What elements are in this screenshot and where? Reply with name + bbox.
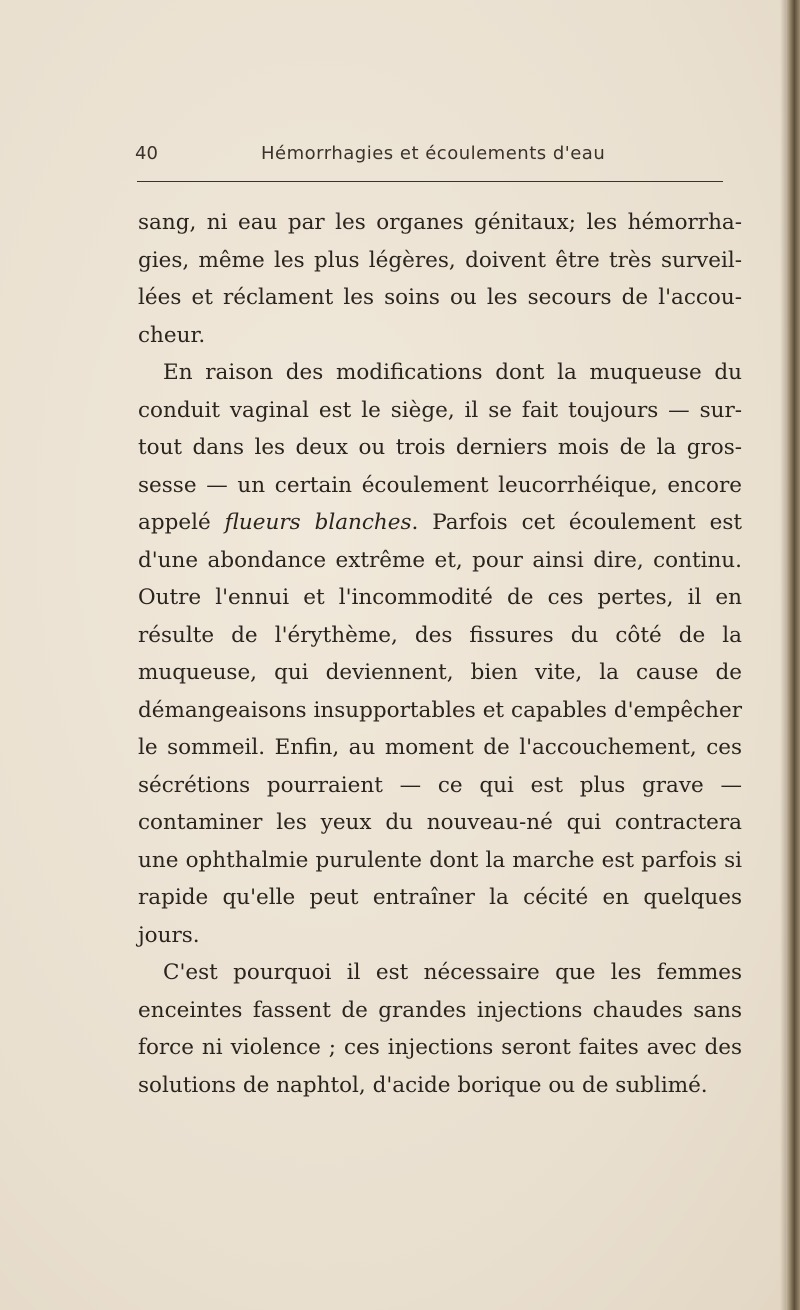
page-edge bbox=[786, 0, 800, 1310]
paragraph-2 bbox=[138, 354, 742, 954]
paragraph-2-italic: flueurs blanches bbox=[224, 510, 412, 535]
paragraph-2-start: En raison des modifications dont la muqueuse du conduit vaginal est le siège, il se fait toujours — sur-tout dans les deux ou trois derniers mois de la gros-sesse — un certain écoulement leucorrhéique, encore appelé bbox=[138, 360, 742, 535]
paragraph-1: sang, ni eau par les organes génitaux; les hémorrha-gies, même les plus légères, doivent être très surveil-lées et réclament les soins ou les secours de l'accou-cheur. bbox=[138, 210, 742, 348]
page-number: 40 bbox=[135, 143, 158, 164]
header-rule bbox=[137, 181, 723, 182]
body-text bbox=[138, 204, 742, 1104]
paragraph-3: C'est pourquoi il est nécessaire que les femmes enceintes fassent de grandes injections chaudes sans force ni violence ; ces injections seront faites avec des solutions de naphtol, d'acide borique ou de sublimé. bbox=[138, 960, 742, 1098]
running-title: Hémorrhagies et écoulements d'eau bbox=[261, 143, 606, 164]
page-header bbox=[135, 143, 735, 171]
paragraph-2-end: . Parfois cet écoulement est d'une abondance extrême et, pour ainsi dire, continu. Outre l'ennui et l'incommodité de ces pertes, il en résulte de l'érythème, des fissures du côté de la muqueuse, qui deviennent, bien vite, la cause de démangeaisons insupportables et capables d'empêcher le sommeil. Enfin, au moment de l'accouchement, ces sécrétions pourraient — ce qui est plus grave — contaminer les yeux du nouveau-né qui contractera une ophthalmie purulente dont la marche est parfois si rapide qu'elle peut entraîner la cécité en quelques jours. bbox=[138, 510, 742, 948]
